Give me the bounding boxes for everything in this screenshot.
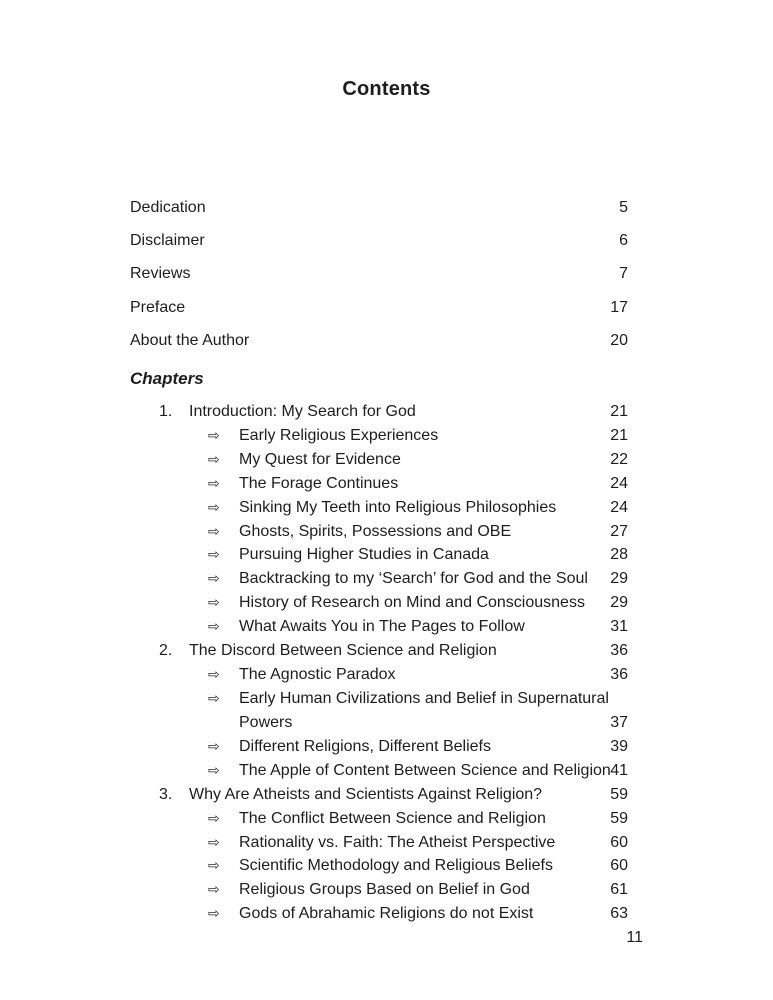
front-matter-row <box>130 191 628 224</box>
chapter-row <box>130 783 628 807</box>
sub-entry-title: Different Religions, Different Beliefs <box>239 737 491 755</box>
sub-entry-page-number: 29 <box>610 594 628 612</box>
front-matter-label: About the Author <box>130 332 250 350</box>
chapter-title: Why Are Atheists and Scientists Against Religion? <box>189 785 543 803</box>
sub-entry-page-number: 31 <box>610 618 628 636</box>
right-arrow-icon: ⇨ <box>208 475 220 492</box>
right-arrow-icon: ⇨ <box>208 547 220 564</box>
sub-entry-title: Pursuing Higher Studies in Canada <box>239 546 489 564</box>
chapters-toc-list <box>130 400 628 926</box>
right-arrow-icon: ⇨ <box>208 427 220 444</box>
sub-entry-title: The Apple of Content Between Science and Religion <box>239 761 611 779</box>
sub-entry-title: Rationality vs. Faith: The Atheist Perspective <box>239 833 556 851</box>
sub-entry-row <box>130 663 628 687</box>
sub-entry-page-number: 63 <box>610 905 628 923</box>
right-arrow-icon: ⇨ <box>208 499 220 516</box>
front-matter-page-number: 5 <box>619 198 628 216</box>
sub-entry-row <box>130 520 628 544</box>
right-arrow-icon: ⇨ <box>208 906 220 923</box>
sub-entry-row <box>130 591 628 615</box>
sub-entry-page-number: 29 <box>610 570 628 588</box>
right-arrow-icon: ⇨ <box>208 810 220 827</box>
chapter-number: 2. <box>159 642 173 660</box>
sub-entry-row <box>130 544 628 568</box>
right-arrow-icon: ⇨ <box>208 523 220 540</box>
sub-entry-title: Religious Groups Based on Belief in God <box>239 881 530 899</box>
sub-entry-row <box>130 735 628 759</box>
chapter-page-number: 21 <box>610 402 628 420</box>
right-arrow-icon: ⇨ <box>208 882 220 899</box>
front-matter-row <box>130 291 628 324</box>
sub-entry-page-number: 21 <box>610 426 628 444</box>
right-arrow-icon: ⇨ <box>208 738 220 755</box>
sub-entry-title: History of Research on Mind and Consciousness <box>239 594 585 612</box>
page-title: Contents <box>342 78 431 100</box>
sub-entry-page-number: 24 <box>610 498 628 516</box>
front-matter-row <box>130 258 628 291</box>
sub-entry-row <box>130 807 628 831</box>
front-matter-page-number: 7 <box>619 265 628 283</box>
chapter-row <box>130 639 628 663</box>
front-matter-page-number: 6 <box>619 232 628 250</box>
sub-entry-row <box>130 878 628 902</box>
sub-entry-title: Ghosts, Spirits, Possessions and OBE <box>239 522 512 540</box>
chapters-heading: Chapters <box>130 369 204 388</box>
sub-entry-page-number: 59 <box>610 809 628 827</box>
sub-entry-row <box>130 448 628 472</box>
right-arrow-icon: ⇨ <box>208 834 220 851</box>
sub-entry-row <box>130 496 628 520</box>
chapter-title: Introduction: My Search for God <box>189 402 416 420</box>
sub-entry-row <box>130 615 628 639</box>
sub-entry-page-number: 36 <box>610 666 628 684</box>
sub-entry-title: The Forage Continues <box>239 474 399 492</box>
front-matter-list <box>130 191 628 358</box>
sub-entry-row <box>130 759 628 783</box>
sub-entry-page-number: 28 <box>610 546 628 564</box>
right-arrow-icon: ⇨ <box>208 595 220 612</box>
chapter-page-number: 36 <box>610 642 628 660</box>
sub-entry-page-number: 61 <box>610 881 628 899</box>
sub-entry-title: My Quest for Evidence <box>239 450 401 468</box>
front-matter-label: Preface <box>130 298 186 316</box>
sub-entry-title: The Conflict Between Science and Religion <box>239 809 546 827</box>
sub-entry-title: Early Religious Experiences <box>239 426 439 444</box>
front-matter-row <box>130 224 628 257</box>
sub-entry-continuation-row <box>130 711 628 735</box>
sub-entry-title: Powers <box>239 713 293 731</box>
right-arrow-icon: ⇨ <box>208 451 220 468</box>
chapter-page-number: 59 <box>610 785 628 803</box>
right-arrow-icon: ⇨ <box>208 619 220 636</box>
chapter-title: The Discord Between Science and Religion <box>189 642 497 660</box>
sub-entry-page-number: 24 <box>610 474 628 492</box>
sub-entry-title: Early Human Civilizations and Belief in Supernatural <box>239 690 609 708</box>
sub-entry-page-number: 27 <box>610 522 628 540</box>
sub-entry-row <box>130 567 628 591</box>
sub-entry-row <box>130 472 628 496</box>
sub-entry-page-number: 60 <box>610 833 628 851</box>
sub-entry-row <box>130 831 628 855</box>
sub-entry-row <box>130 902 628 926</box>
sub-entry-title: Backtracking to my ‘Search’ for God and the Soul <box>239 570 588 588</box>
sub-entry-title: The Agnostic Paradox <box>239 666 396 684</box>
chapter-number: 1. <box>159 402 173 420</box>
chapter-row <box>130 400 628 424</box>
sub-entry-page-number: 37 <box>610 713 628 731</box>
front-matter-row <box>130 325 628 358</box>
front-matter-page-number: 17 <box>610 298 628 316</box>
sub-entry-row <box>130 855 628 879</box>
chapter-number: 3. <box>159 785 173 803</box>
right-arrow-icon: ⇨ <box>208 762 220 779</box>
front-matter-label: Reviews <box>130 265 191 283</box>
sub-entry-page-number: 60 <box>610 857 628 875</box>
footer-page-number: 11 <box>626 929 643 946</box>
sub-entry-page-number: 41 <box>610 761 628 779</box>
sub-entry-row <box>130 424 628 448</box>
front-matter-label: Disclaimer <box>130 232 205 250</box>
sub-entry-title: Gods of Abrahamic Religions do not Exist <box>239 905 534 923</box>
right-arrow-icon: ⇨ <box>208 858 220 875</box>
right-arrow-icon: ⇨ <box>208 691 220 708</box>
front-matter-label: Dedication <box>130 198 206 216</box>
sub-entry-title: What Awaits You in The Pages to Follow <box>239 618 525 636</box>
sub-entry-page-number: 22 <box>610 450 628 468</box>
sub-entry-title: Sinking My Teeth into Religious Philosophies <box>239 498 557 516</box>
right-arrow-icon: ⇨ <box>208 571 220 588</box>
sub-entry-title: Scientific Methodology and Religious Beliefs <box>239 857 553 875</box>
sub-entry-row <box>130 687 628 711</box>
right-arrow-icon: ⇨ <box>208 667 220 684</box>
sub-entry-page-number: 39 <box>610 737 628 755</box>
front-matter-page-number: 20 <box>610 332 628 350</box>
